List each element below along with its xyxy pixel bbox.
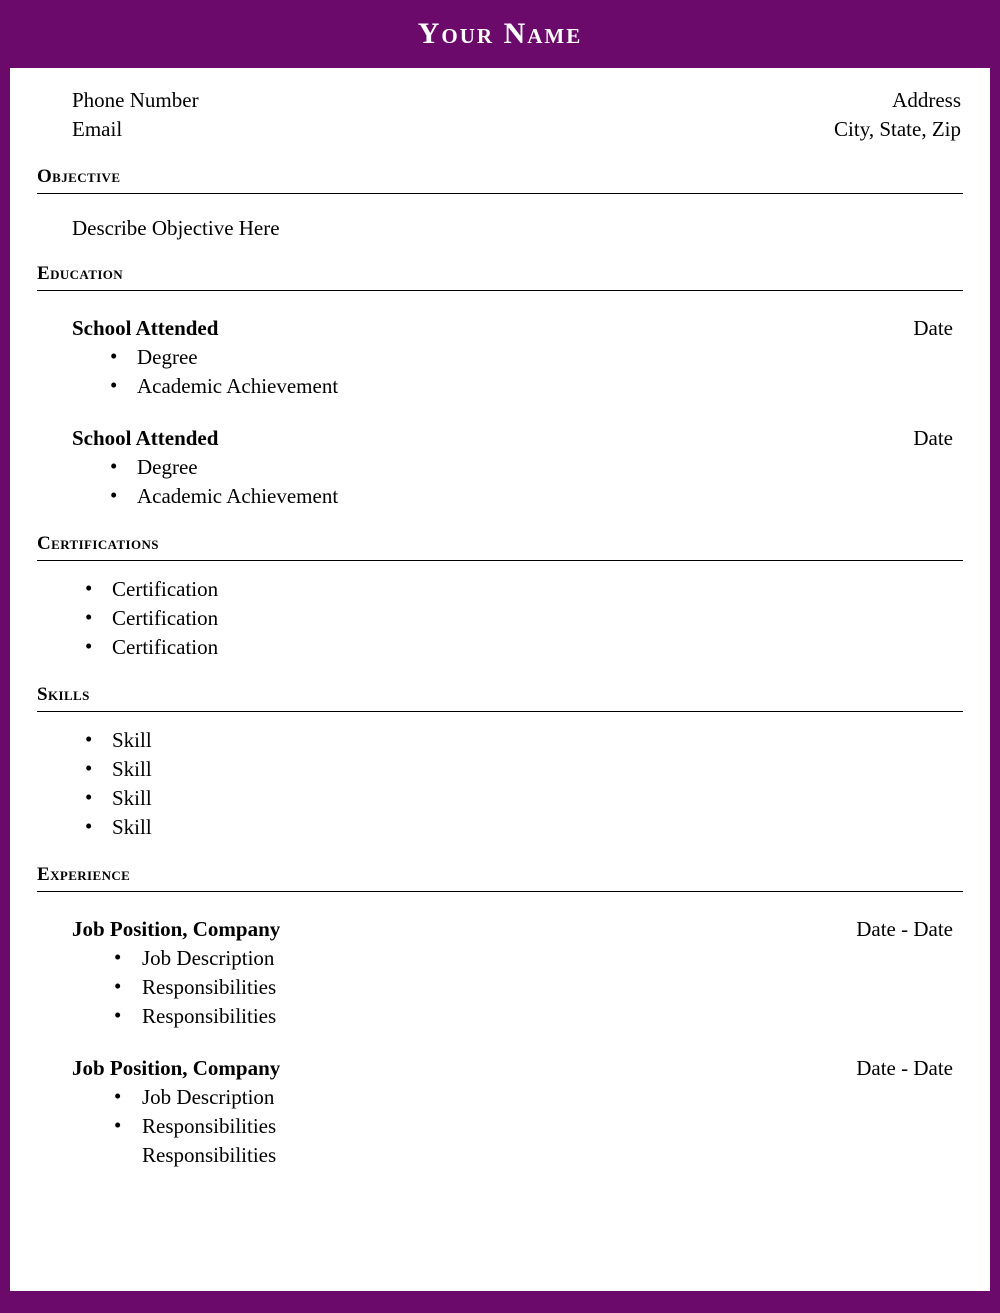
skills-list — [72, 726, 963, 842]
list-item: • Skill — [112, 726, 963, 755]
education-date: Date — [913, 426, 953, 450]
section-body-certifications — [37, 575, 963, 662]
list-item: • Skill — [112, 813, 963, 842]
street-address: Address — [892, 88, 961, 112]
entry-header — [72, 316, 963, 341]
email-address: Email — [72, 117, 123, 141]
education-entry — [72, 316, 963, 401]
header-banner — [0, 0, 1000, 68]
list-item: • Certification — [112, 604, 963, 633]
list-item: • Skill — [112, 755, 963, 784]
contact-left — [37, 86, 199, 144]
contact-block — [37, 68, 963, 144]
objective-text: Describe Objective Here — [72, 216, 280, 240]
education-bullets — [72, 343, 963, 401]
list-item: Responsibilities — [142, 1143, 277, 1167]
list-item: • Skill — [112, 784, 963, 813]
education-date: Date — [913, 316, 953, 340]
list-item: • Degree — [137, 343, 963, 372]
school-name: School Attended — [72, 426, 219, 450]
section-heading-skills: Skills — [37, 684, 963, 712]
school-name: School Attended — [72, 316, 219, 340]
footer-banner — [0, 1291, 1000, 1313]
entry-header — [72, 917, 963, 942]
list-item: • Responsibilities — [142, 973, 963, 1002]
experience-entry — [72, 1056, 963, 1170]
list-item: • Job Description — [142, 1083, 963, 1112]
list-item: • Academic Achievement — [137, 482, 963, 511]
contact-right — [834, 86, 963, 144]
phone-number: Phone Number — [72, 88, 199, 112]
experience-bullets — [72, 944, 963, 1031]
page-title: Your Name — [417, 17, 583, 50]
section-body-skills — [37, 726, 963, 842]
list-item: • Certification — [112, 633, 963, 662]
education-entry — [72, 426, 963, 511]
section-body-experience — [37, 917, 963, 1170]
job-date-range: Date - Date — [856, 1056, 953, 1080]
city-state-zip: City, State, Zip — [834, 117, 961, 141]
list-item: • Academic Achievement — [137, 372, 963, 401]
list-item: • Responsibilities — [142, 1002, 963, 1031]
list-item: • Degree — [137, 453, 963, 482]
section-body-objective — [37, 216, 963, 241]
certifications-list — [72, 575, 963, 662]
experience-entry — [72, 917, 963, 1031]
list-item: • Certification — [112, 575, 963, 604]
experience-bullets — [72, 1083, 963, 1170]
job-title: Job Position, Company — [72, 1056, 281, 1080]
list-item: • Job Description — [142, 944, 963, 973]
entry-header — [72, 426, 963, 451]
section-heading-certifications: Certifications — [37, 533, 963, 561]
job-date-range: Date - Date — [856, 917, 953, 941]
entry-header — [72, 1056, 963, 1081]
resume-content — [10, 68, 990, 1291]
section-heading-education: Education — [37, 263, 963, 291]
section-heading-objective: Objective — [37, 166, 963, 194]
education-bullets — [72, 453, 963, 511]
job-title: Job Position, Company — [72, 917, 281, 941]
section-heading-experience: Experience — [37, 864, 963, 892]
list-item: • Responsibilities — [142, 1112, 963, 1141]
section-body-education — [37, 316, 963, 511]
